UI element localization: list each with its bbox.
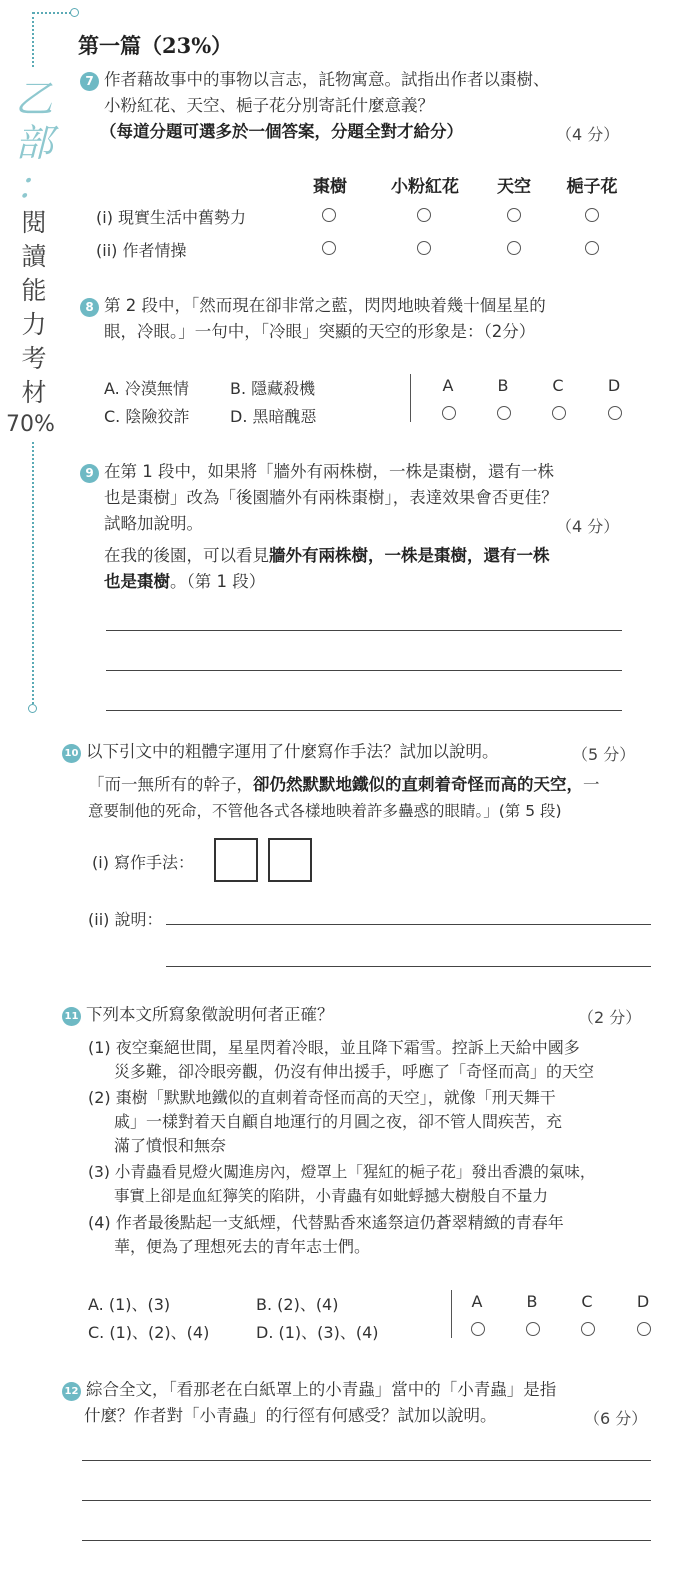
option: A. 冷漠無情 [104, 379, 189, 398]
sidebar-bottom-dot [28, 704, 37, 713]
answer-line[interactable] [106, 630, 622, 631]
answer-line[interactable] [106, 710, 622, 711]
question-number-badge: 10 [62, 744, 81, 763]
choice-letter: A [471, 1292, 483, 1311]
question-text: 也是棗樹」改為「後園牆外有兩株棗樹」，表達效果會否更佳？ [104, 488, 558, 507]
answer-radio[interactable] [526, 1322, 540, 1336]
technique-label: (i) 寫作手法： [92, 853, 195, 872]
answer-radio[interactable] [507, 241, 521, 255]
quote-plain: 一 [583, 775, 600, 794]
answer-line[interactable] [106, 670, 622, 671]
quoted-text: 意要制他的死命，不管他各式各樣地映着許多蠱惑的眼睛。」(第 5 段) [88, 802, 562, 820]
sidebar-char: 閱 [21, 208, 47, 237]
question-text: 第 2 段中，「然而現在卻非常之藍，閃閃地映着幾十個星星的 [104, 296, 546, 315]
choice-letter: D [607, 376, 621, 395]
row-label: (ii) 作者情操 [96, 241, 187, 260]
column-header: 棗樹 [313, 177, 347, 197]
choice-letter: B [497, 376, 509, 395]
answer-line[interactable] [166, 966, 651, 967]
column-header: 小粉紅花 [391, 177, 459, 197]
answer-line[interactable] [82, 1460, 651, 1461]
answer-radio[interactable] [552, 406, 566, 420]
answer-radio[interactable] [417, 208, 431, 222]
statement-item: 事實上卻是血紅獰笑的陷阱，小青蟲有如蚍蜉撼大樹般自不量力 [114, 1187, 549, 1205]
question-number-badge: 11 [62, 1007, 81, 1026]
choice-letter: A [442, 376, 454, 395]
statement-item: (4) 作者最後點起一支紙煙，代替點香來遙祭這仍蒼翠精緻的青春年 [88, 1213, 564, 1232]
question-number-badge: 7 [80, 72, 99, 91]
statement-item: (1) 夜空棄絕世間，星星閃着冷眼，並且降下霜雪。控訴上天給中國多 [88, 1038, 580, 1057]
explain-label: (ii) 說明： [88, 910, 163, 929]
statement-item: 戚」一樣對着天自顧自地運行的月圓之夜，卻不管人間疾苦，充 [114, 1112, 563, 1131]
answer-radio[interactable] [417, 241, 431, 255]
statement-item: 滿了憤恨和無奈 [114, 1136, 227, 1155]
answer-radio[interactable] [608, 406, 622, 420]
question-text: 綜合全文，「看那老在白紙罩上的小青蟲」當中的「小青蟲」是指 [86, 1380, 557, 1399]
answer-radio[interactable] [585, 241, 599, 255]
statement-item: 華，便為了理想死去的青年志士們。 [114, 1237, 371, 1256]
answer-radio[interactable] [322, 241, 336, 255]
answer-radio[interactable] [637, 1322, 651, 1336]
answer-radio[interactable] [581, 1322, 595, 1336]
quoted-text [88, 773, 600, 797]
question-marks: （5 分） [572, 745, 636, 764]
row-label: (i) 現實生活中舊勢力 [96, 208, 247, 227]
option: C. 陰險狡詐 [104, 407, 190, 426]
quote-plain: 在我的後園，可以看見 [104, 546, 269, 565]
question-number-badge: 8 [80, 298, 99, 317]
answer-radio[interactable] [471, 1322, 485, 1336]
sidebar-dotted-line-top [32, 12, 34, 67]
question-marks: （6 分） [584, 1409, 648, 1428]
answer-line[interactable] [82, 1500, 651, 1501]
option: C. (1)、(2)、(4) [88, 1323, 210, 1342]
question-text: 眼，冷眼。」一句中，「冷眼」突顯的天空的形象是：（2分） [104, 322, 536, 341]
answer-radio[interactable] [585, 208, 599, 222]
answer-line[interactable] [82, 1540, 651, 1541]
sidebar-char: 考 [21, 344, 47, 373]
question-text: 試略加說明。 [104, 514, 203, 533]
question-text: 下列本文所寫象徵說明何者正確？ [86, 1005, 334, 1024]
choice-letter: C [581, 1292, 593, 1311]
divider [410, 374, 411, 422]
question-text: 以下引文中的粗體字運用了什麼寫作手法？試加以說明。 [86, 742, 499, 761]
question-marks: （4 分） [556, 125, 620, 144]
answer-radio[interactable] [497, 406, 511, 420]
answer-radio[interactable] [507, 208, 521, 222]
option: A. (1)、(3) [88, 1295, 171, 1314]
quoted-text [104, 544, 550, 568]
quote-bold: 卻仍然默默地鐵似的直刺着奇怪而高的天空， [253, 775, 583, 794]
sidebar-char: 部 [14, 121, 53, 165]
sidebar-top-connector [33, 12, 71, 14]
sidebar-percent: 70% [6, 412, 55, 437]
statement-item: (2) 棗樹「默默地鐵似的直刺着奇怪而高的天空」，就像「刑天舞干 [88, 1088, 556, 1107]
question-marks: （2 分） [578, 1008, 642, 1027]
question-text: 作者藉故事中的事物以言志，託物寓意。試指出作者以棗樹、 [104, 70, 550, 89]
option: B. 隱藏殺機 [230, 379, 316, 398]
quote-plain: 。（第 1 段） [170, 572, 266, 591]
statement-item: (3) 小青蟲看見燈火闖進房內，燈罩上「猩紅的梔子花」發出香濃的氣味， [88, 1163, 596, 1181]
question-marks: （4 分） [556, 517, 620, 536]
question-text: 小粉紅花、天空、梔子花分別寄託什麼意義？ [104, 96, 434, 115]
answer-box[interactable] [214, 838, 258, 882]
column-header: 梔子花 [566, 177, 618, 197]
sidebar-char: 乙 [14, 77, 53, 121]
quote-plain: 「而一無所有的幹子， [88, 775, 253, 794]
sidebar-char: 能 [21, 276, 47, 305]
sidebar-top-dot [70, 8, 79, 17]
option: B. (2)、(4) [256, 1295, 339, 1314]
answer-line[interactable] [166, 924, 651, 925]
answer-box[interactable] [268, 838, 312, 882]
option: D. (1)、(3)、(4) [256, 1323, 379, 1342]
question-note: （每道分題可選多於一個答案，分題全對才給分） [100, 122, 463, 141]
option: D. 黑暗醜惡 [230, 407, 317, 426]
question-text: 什麼？作者對「小青蟲」的行徑有何感受？試加以說明。 [84, 1406, 497, 1425]
answer-radio[interactable] [322, 208, 336, 222]
sidebar-char: 力 [21, 310, 47, 339]
choice-letter: C [552, 376, 564, 395]
column-header: 天空 [497, 177, 531, 197]
sidebar-colon: ： [14, 164, 53, 208]
sidebar-dotted-line-bottom [32, 442, 34, 704]
divider [451, 1290, 452, 1338]
quote-bold: 也是棗樹 [104, 572, 170, 591]
quoted-text [104, 570, 265, 594]
statement-item: 災多難，卻冷眼旁觀，仍沒有伸出援手，呼應了「奇怪而高」的天空 [114, 1062, 595, 1081]
sidebar-char: 讀 [21, 242, 47, 271]
quote-bold: 牆外有兩株樹，一株是棗樹，還有一株 [269, 546, 550, 565]
section-title: 第一篇（23%） [78, 33, 233, 58]
choice-letter: D [636, 1292, 650, 1311]
answer-radio[interactable] [442, 406, 456, 420]
question-number-badge: 12 [62, 1382, 81, 1401]
sidebar-char: 材 [21, 378, 47, 407]
question-text: 在第 1 段中，如果將「牆外有兩株樹，一株是棗樹，還有一株 [104, 462, 554, 481]
choice-letter: B [526, 1292, 538, 1311]
question-number-badge: 9 [80, 464, 99, 483]
